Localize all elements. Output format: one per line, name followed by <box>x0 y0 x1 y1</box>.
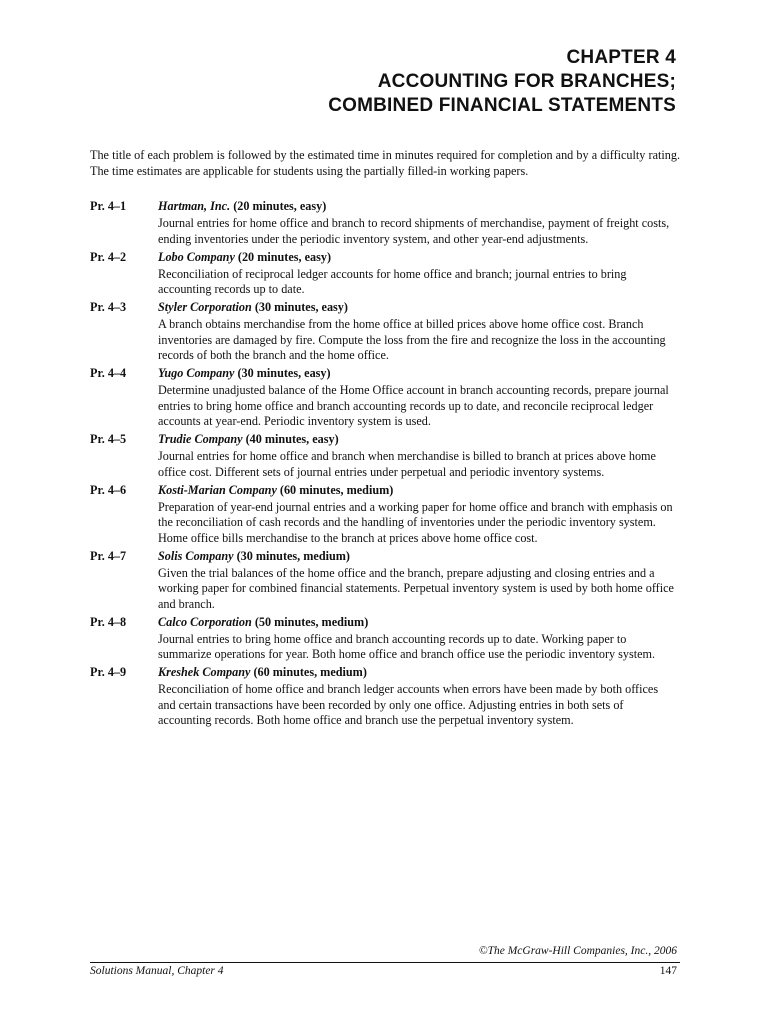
problem-description: Journal entries for home office and branch when merchandise is billed to branch at prices above home office cost. Different sets of journal entries under perpetual and periodic inventory systems. <box>158 449 656 479</box>
problem-name: Styler Corporation <box>158 300 252 314</box>
problem-description: Reconciliation of reciprocal ledger accounts for home office and branch; journal entries to bring accounting records up to date. <box>158 266 627 296</box>
problem-number: Pr. 4–8 <box>90 614 127 629</box>
problem-meta: (40 minutes, easy) <box>245 432 339 446</box>
problem-meta: (30 minutes, easy) <box>237 366 331 380</box>
problem-name: Solis Company <box>158 548 234 563</box>
problem-number: Pr. 4–4 <box>90 366 127 380</box>
problem-number: Pr. 4–9 <box>90 665 127 679</box>
chapter-heading <box>328 46 676 118</box>
problem-number: Pr. 4–2 <box>90 249 127 264</box>
problem-meta: (60 minutes, medium) <box>253 665 367 679</box>
chapter-number: CHAPTER 4 <box>566 47 676 68</box>
problem-title <box>158 250 331 267</box>
problem-meta: (20 minutes, easy) <box>233 199 327 213</box>
problem-item <box>90 366 680 430</box>
problem-description: A branch obtains merchandise from the home office at billed prices above home office cost. Branch inventories are damaged by fire. Compute the loss from the fire and recognize the loss in the accounting records of both the branch and the home office. <box>158 317 666 362</box>
footer-manual-title: Solutions Manual, Chapter 4 <box>90 965 224 977</box>
problem-meta: (60 minutes, medium) <box>279 482 394 497</box>
problem-name: Lobo Company <box>158 249 235 264</box>
problem-number: Pr. 4–5 <box>90 432 127 446</box>
problem-item <box>90 300 680 364</box>
problem-description: Reconciliation of home office and branch ledger accounts when errors have been made by both offices and certain transactions have been recorded by only one office. Adjusting entries in both sets of accounting records. Both home office and branch use the perpetual inventory system. <box>158 682 659 727</box>
problem-item <box>90 549 680 613</box>
problem-title <box>158 300 348 317</box>
problem-meta: (30 minutes, easy) <box>254 300 348 314</box>
problem-item <box>90 250 680 298</box>
problem-number: Pr. 4–1 <box>90 199 127 213</box>
problem-name: Hartman, Inc. <box>158 199 231 213</box>
problem-description: Determine unadjusted balance of the Home Office account in branch accounting records, prepare journal entries to bring home office and branch accounting records up to date, and reconcile reciprocal ledger accounts at year-end. Periodic inventory system is used. <box>158 383 669 428</box>
problem-item <box>90 665 680 729</box>
problem-item <box>90 199 680 247</box>
problem-number: Pr. 4–3 <box>90 300 127 314</box>
problem-item <box>90 483 680 547</box>
problem-name: Kreshek Company <box>158 665 251 679</box>
problem-name: Yugo Company <box>158 366 235 380</box>
problem-description: Preparation of year-end journal entries and a working paper for home office and branch with emphasis on the reconciliation of cash records and the handling of inventories under the periodic inventory system. Home office bills merchandise to the branch at prices above home office cost. <box>158 499 673 545</box>
problem-description: Journal entries to bring home office and branch accounting records up to date. Working paper to summarize operations for year. Both home office and branch office use the periodic inventory system. <box>158 631 656 661</box>
problem-number: Pr. 4–7 <box>90 548 127 563</box>
problem-meta: (30 minutes, medium) <box>236 548 350 563</box>
problem-item <box>90 432 680 480</box>
footer-divider <box>90 962 680 963</box>
chapter-title-line-2: COMBINED FINANCIAL STATEMENTS <box>328 95 676 116</box>
problem-list <box>90 199 680 731</box>
problem-title <box>158 199 326 216</box>
problem-title <box>158 549 350 566</box>
problem-title <box>158 615 368 632</box>
copyright-notice: ©The McGraw-Hill Companies, Inc., 2006 <box>478 945 677 957</box>
problem-name: Trudie Company <box>158 432 243 446</box>
problem-name: Kosti-Marian Company <box>158 482 277 497</box>
problem-meta: (50 minutes, medium) <box>254 614 369 629</box>
page-number: 147 <box>659 965 677 977</box>
problem-description: Journal entries for home office and branch to record shipments of merchandise, payment of freight costs, ending inventories under the periodic inventory system, and other year-end adjustments. <box>158 216 670 246</box>
problem-item <box>90 615 680 663</box>
problem-number: Pr. 4–6 <box>90 482 127 497</box>
intro-paragraph: The title of each problem is followed by the estimated time in minutes required for completion and by a difficulty rating. The time estimates are applicable for students using the partially filled-in working papers. <box>90 148 680 178</box>
problem-title <box>158 665 367 682</box>
problem-title <box>158 432 339 449</box>
chapter-title-line-1: ACCOUNTING FOR BRANCHES; <box>377 71 676 92</box>
problem-meta: (20 minutes, easy) <box>237 249 331 264</box>
problem-description: Given the trial balances of the home office and the branch, prepare adjusting and closing entries and a working paper for combined financial statements. Perpetual inventory system is used by both home office and branch. <box>158 565 674 611</box>
problem-title <box>158 366 331 383</box>
problem-title <box>158 483 393 500</box>
problem-name: Calco Corporation <box>158 614 252 629</box>
